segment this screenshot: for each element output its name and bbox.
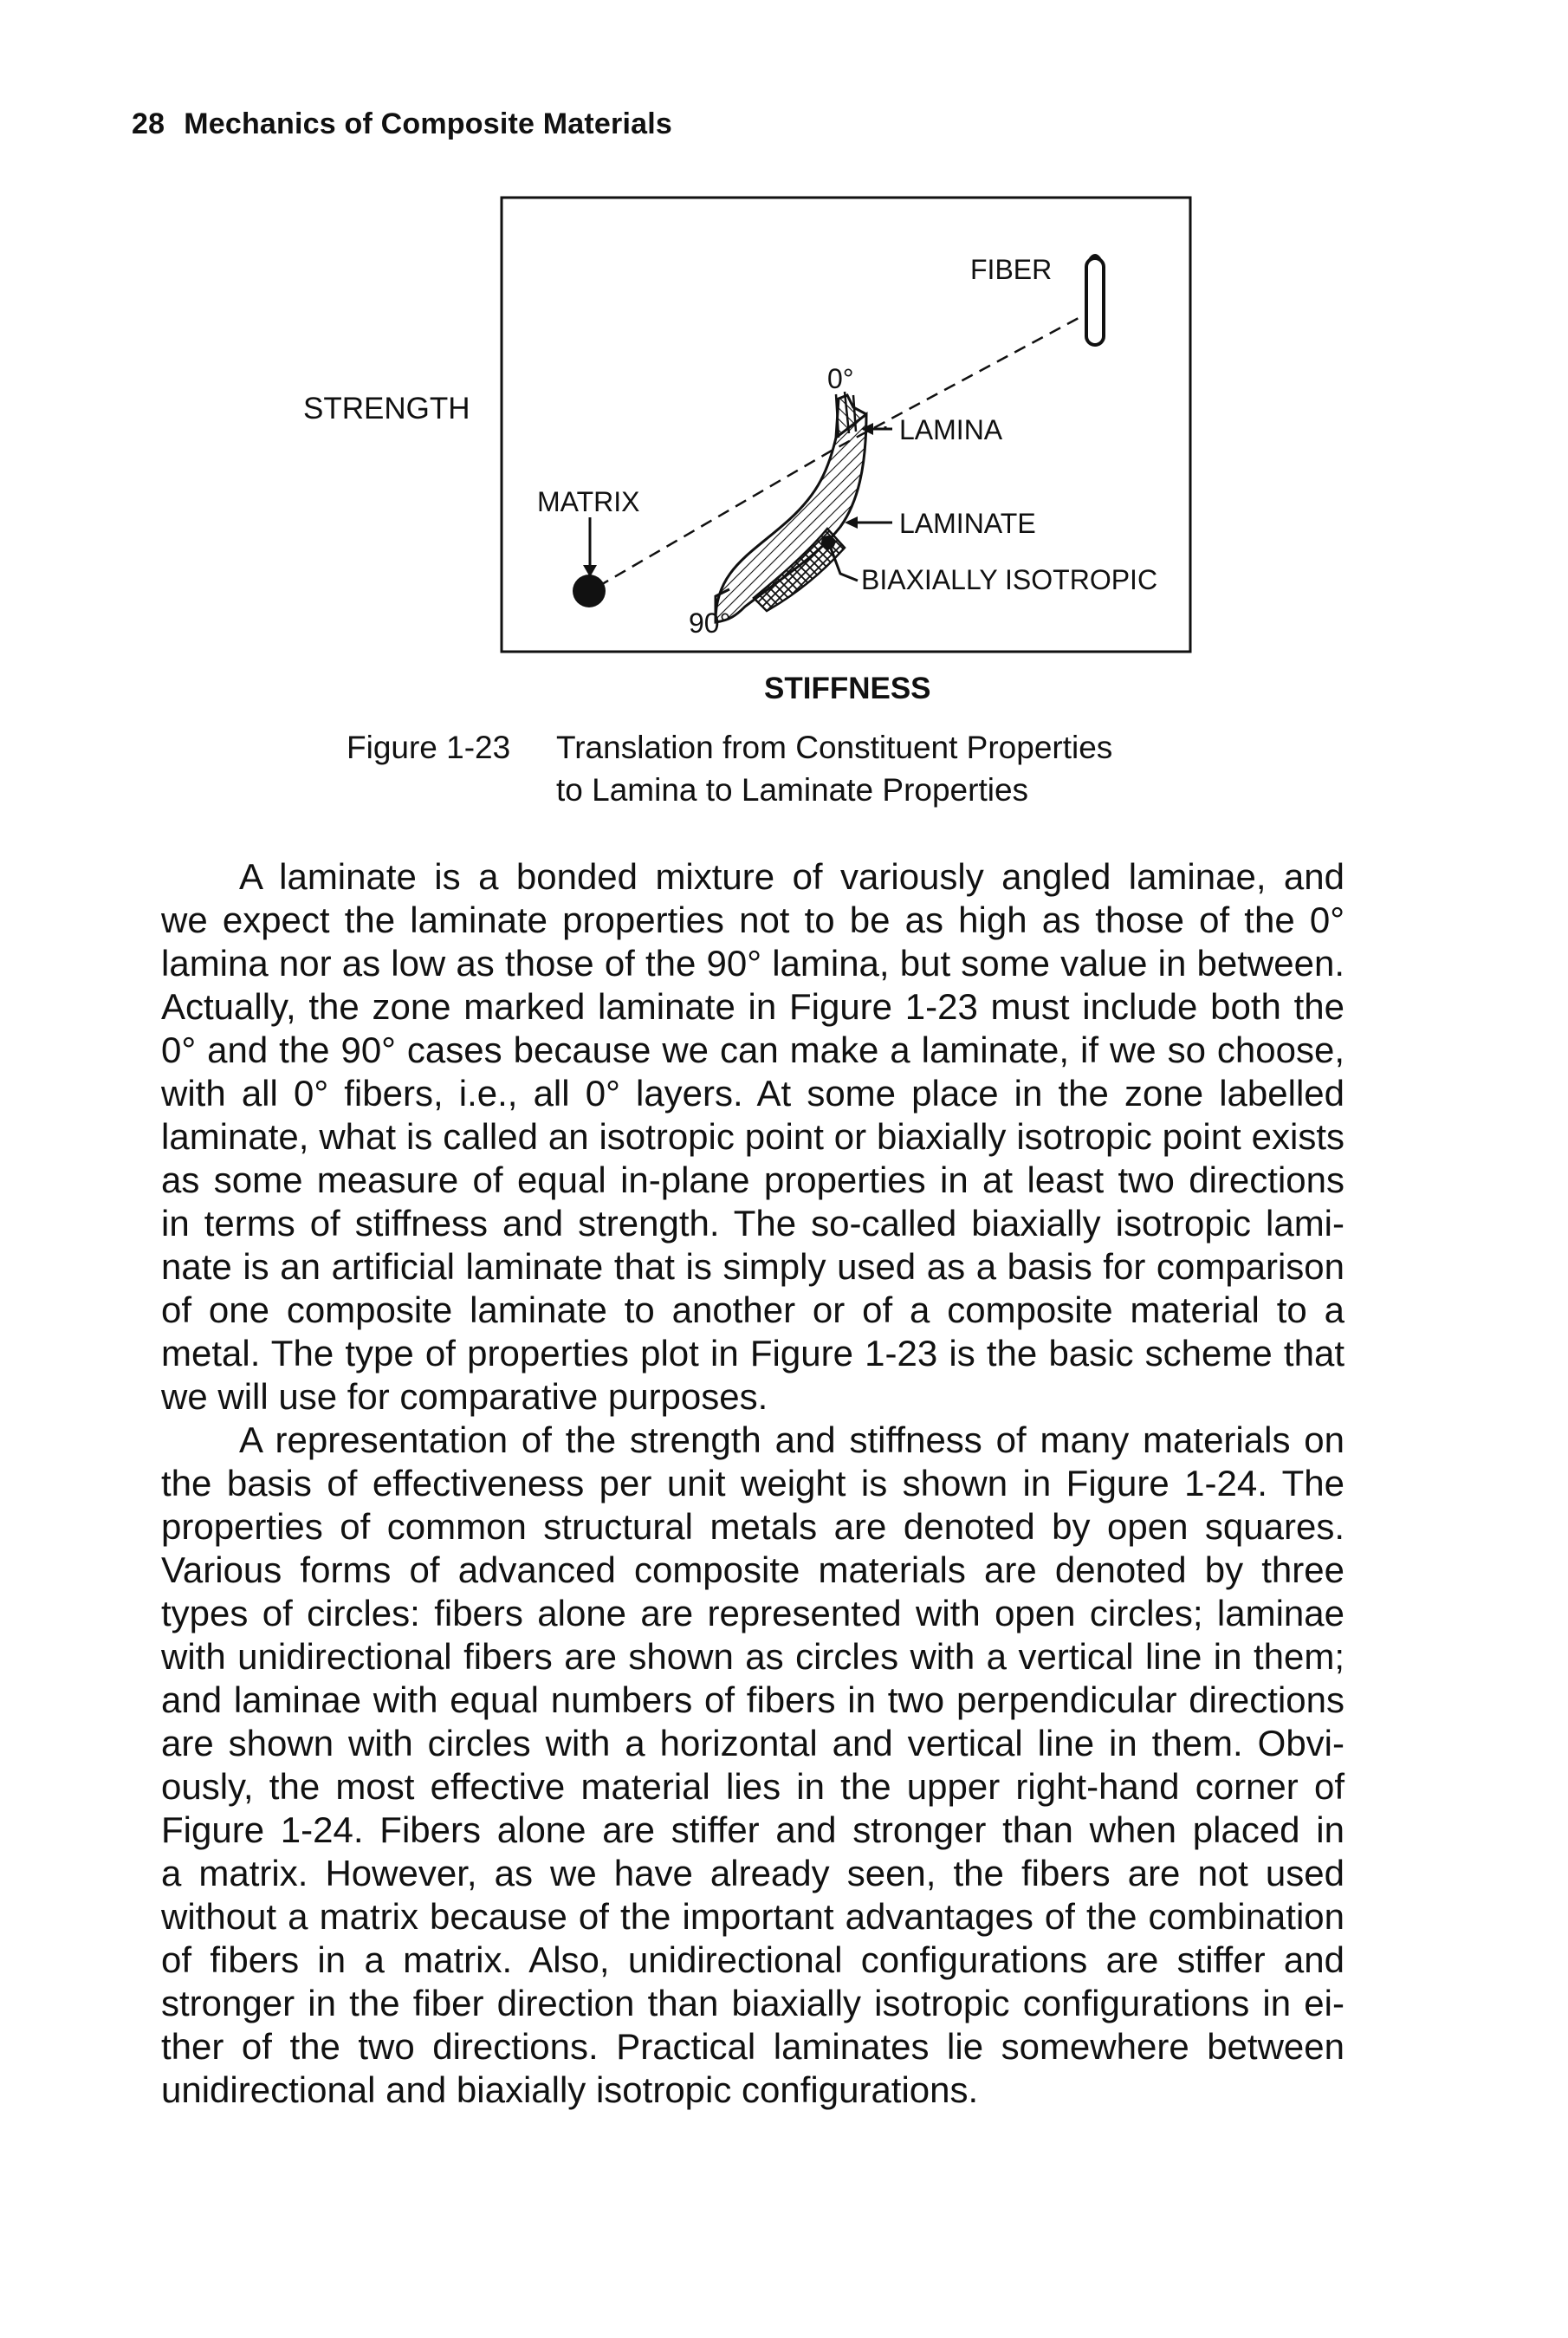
matrix-ball-icon [573, 517, 606, 607]
text-line: Actually, the zone marked laminate in Figure 1-23 must include both the [161, 986, 1344, 1027]
strength-axis-label: STRENGTH [303, 392, 470, 425]
text-line: ther of the two directions. Practical laminates lie somewhere between [161, 2026, 1344, 2067]
isotropic-point [821, 536, 835, 549]
text-line: we expect the laminate properties not to be as high as those of the 0° [161, 899, 1344, 940]
text-line: with unidirectional fibers are shown as circles with a vertical line in them; [161, 1636, 1344, 1677]
matrix-label: MATRIX [537, 486, 640, 517]
text-line: a matrix. However, as we have already seen, the fibers are not used [161, 1853, 1344, 1893]
ninety-degree-label: 90° [689, 607, 731, 639]
text-line: properties of common structural metals are denoted by open squares. [161, 1506, 1344, 1547]
paragraph-1 [161, 855, 1344, 1419]
stiffness-axis-label: STIFFNESS [764, 672, 931, 705]
text-line: Various forms of advanced composite materials are denoted by three [161, 1549, 1344, 1590]
caption-line: to Lamina to Laminate Properties [556, 772, 1029, 808]
text-line: laminate, what is called an isotropic point or biaxially isotropic point exists [161, 1116, 1344, 1157]
page-number: 28 [132, 107, 165, 140]
figure-1-23 [0, 0, 1568, 780]
caption-label: Figure 1-23 [347, 730, 511, 765]
text-line: of one composite laminate to another or of a composite material to a [161, 1289, 1344, 1330]
caption-line: Translation from Constituent Properties [556, 730, 1113, 765]
text-line: without a matrix because of the important advantages of the combination [161, 1896, 1344, 1937]
laminate-leader-arrow [845, 516, 892, 529]
book-title: Mechanics of Composite Materials [184, 107, 672, 140]
text-line: Figure 1-24. Fibers alone are stiffer and stronger than when placed in [161, 1809, 1344, 1850]
text-line: nate is an artificial laminate that is simply used as a basis for comparison [161, 1246, 1344, 1287]
zero-degree-label: 0° [827, 363, 854, 394]
caption-text [556, 726, 1249, 811]
text-line: we will use for comparative purposes. [161, 1376, 768, 1417]
text-line: metal. The type of properties plot in Figure 1-23 is the basic scheme that [161, 1333, 1344, 1374]
text-line: A representation of the strength and stiffness of many materials on [239, 1419, 1344, 1460]
text-line: and laminae with equal numbers of fibers in two perpendicular directions [161, 1679, 1344, 1720]
text-line: lamina nor as low as those of the 90° lamina, but some value in between. [161, 943, 1344, 984]
lamina-label: LAMINA [899, 414, 1003, 445]
paragraph-2 [161, 1419, 1344, 2112]
text-line: unidirectional and biaxially isotropic configurations. [161, 2069, 979, 2110]
text-line: with all 0° fibers, i.e., all 0° layers. At some place in the zone labelled [161, 1073, 1344, 1114]
text-line: 0° and the 90° cases because we can make a laminate, if we so choose, [161, 1029, 1344, 1070]
body-text [161, 855, 1344, 2112]
text-line: ously, the most effective material lies in the upper right-hand corner of [161, 1766, 1344, 1807]
laminate-zone-band [716, 392, 866, 622]
text-line: stronger in the fiber direction than biaxially isotropic configurations in ei- [161, 1983, 1344, 2023]
text-line: are shown with circles with a horizontal and vertical line in them. Obvi- [161, 1723, 1344, 1763]
text-line: as some measure of equal in-plane properties in at least two directions [161, 1159, 1344, 1200]
text-line: in terms of stiffness and strength. The so-called biaxially isotropic lami- [161, 1203, 1344, 1244]
fiber-icon [1086, 256, 1104, 345]
text-line: A laminate is a bonded mixture of variously angled laminae, and [239, 856, 1344, 897]
text-line: types of circles: fibers alone are represented with open circles; laminae [161, 1593, 1344, 1633]
text-line: the basis of effectiveness per unit weight is shown in Figure 1-24. The [161, 1463, 1344, 1503]
fiber-label: FIBER [970, 254, 1053, 285]
laminate-label: LAMINATE [899, 508, 1036, 539]
biaxially-isotropic-label: BIAXIALLY ISOTROPIC [861, 564, 1158, 595]
text-line: of fibers in a matrix. Also, unidirectional configurations are stiffer and [161, 1939, 1344, 1980]
